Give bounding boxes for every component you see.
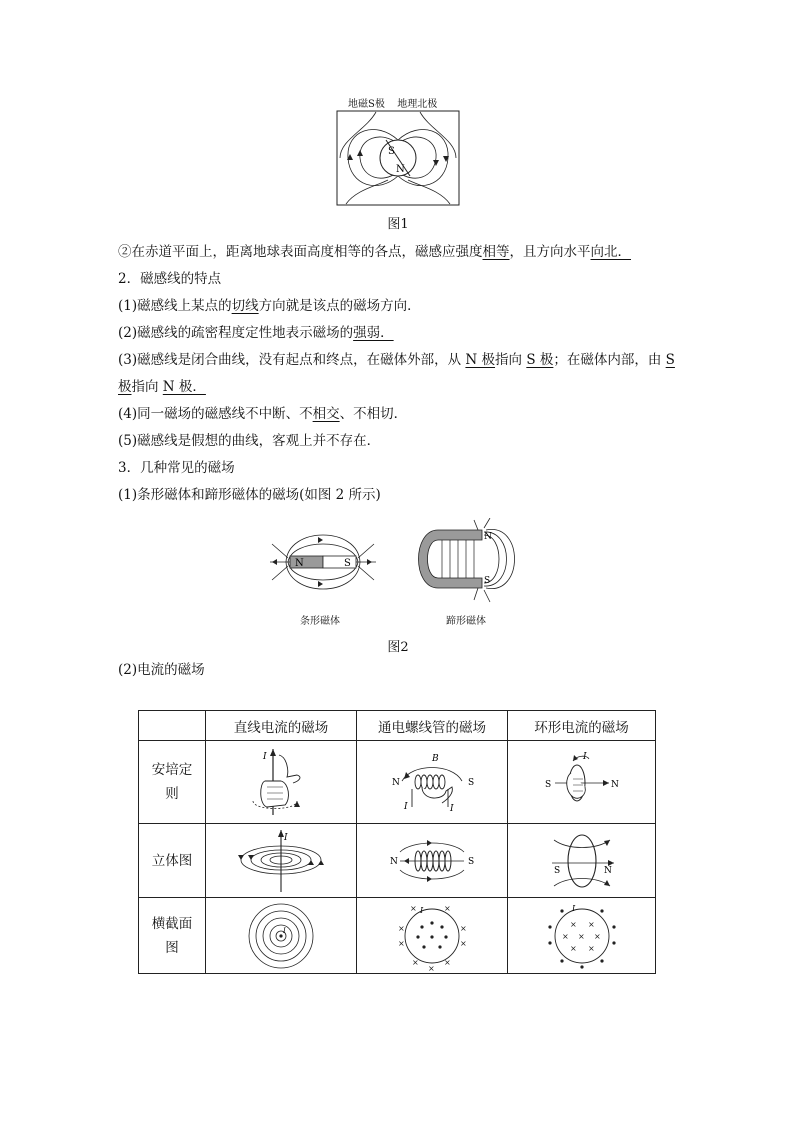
table-corner-cell xyxy=(139,711,206,741)
cell-straight-cross xyxy=(206,898,357,974)
label-geomagnetic-s: 地磁S极 xyxy=(348,99,385,110)
cell-solenoid-3d xyxy=(357,824,508,898)
current-symbol: I xyxy=(450,804,454,814)
svg-text:×: × xyxy=(398,923,405,933)
straight-wire-cross-section-icon xyxy=(243,901,319,971)
row-label-line: 则 xyxy=(165,786,179,802)
underlined-term: N 极． xyxy=(162,379,206,395)
table-row-right-hand-rule xyxy=(139,741,656,824)
straight-wire-3d-icon xyxy=(236,828,326,894)
underlined-term: 极 xyxy=(118,379,132,395)
text-segment: (2)磁感线的疏密程度定性地表示磁场的 xyxy=(118,325,354,341)
underlined-term: 向北． xyxy=(590,244,631,260)
current-field-table xyxy=(138,710,656,974)
pole-n-label: N xyxy=(603,865,612,876)
figure-1-caption: 图1 xyxy=(387,217,409,232)
text-segment: ；在磁体内部，由 xyxy=(553,352,666,368)
row-label-line: 横截面 xyxy=(151,915,193,932)
text-line-11: (2)电流的磁场 xyxy=(118,662,205,678)
pole-s-label: S xyxy=(544,780,551,790)
pole-s-label: S xyxy=(468,856,475,867)
pole-n-label: N xyxy=(390,856,398,867)
straight-wire-hand-icon xyxy=(241,747,321,817)
horseshoe-magnet-label: 蹄形磁体 xyxy=(446,616,486,627)
underlined-term: 相交 xyxy=(312,406,340,422)
row-label-cross-section xyxy=(139,898,206,974)
text-line-7 xyxy=(118,404,407,424)
text-segment: 、不相切． xyxy=(339,406,408,422)
current-symbol: I xyxy=(263,752,267,762)
svg-text:×: × xyxy=(460,938,467,948)
svg-text:×: × xyxy=(561,931,569,941)
ring-current-cross-section-icon xyxy=(542,901,622,971)
table-header-row xyxy=(139,711,656,741)
svg-text:×: × xyxy=(587,943,595,953)
figure-2-caption: 图2 xyxy=(387,640,409,655)
current-symbol: I xyxy=(582,752,587,762)
underlined-term: 相等 xyxy=(482,244,510,260)
cell-ring-3d xyxy=(508,824,656,898)
earth-field-diagram xyxy=(336,110,460,206)
table-row-cross-section xyxy=(139,898,656,974)
pole-n-label: N xyxy=(392,778,400,788)
svg-text:×: × xyxy=(593,931,601,941)
figure-1-earth-field xyxy=(336,92,460,208)
text-segment: (1)磁感线上某点的 xyxy=(118,298,232,314)
text-segment: 方向就是该点的磁场方向． xyxy=(258,298,421,314)
svg-text:×: × xyxy=(460,923,467,933)
cell-solenoid-cross xyxy=(357,898,508,974)
svg-text:×: × xyxy=(587,919,595,929)
text-line-1 xyxy=(118,242,631,262)
header-ring-current: 环形电流的磁场 xyxy=(508,711,656,741)
label-geographic-north: 地理北极 xyxy=(397,99,438,110)
text-segment: ②在赤道平面上，距离地球表面高度相等的各点，磁感应强度 xyxy=(118,244,483,260)
pole-s-label: S xyxy=(468,778,475,788)
row-label-line: 安培定 xyxy=(151,762,193,778)
cell-ring-cross xyxy=(508,898,656,974)
text-line-10: (1)条形磁体和蹄形磁体的磁场(如图 2 所示) xyxy=(118,487,381,503)
underlined-term: N 极 xyxy=(465,352,496,368)
row-label-right-hand-rule xyxy=(139,741,206,824)
current-symbol: I xyxy=(420,905,424,915)
figure-2-magnets xyxy=(268,518,528,630)
section-heading-3: 3．几种常见的磁场 xyxy=(118,460,235,476)
text-line-3 xyxy=(118,296,421,316)
current-symbol: I xyxy=(283,926,286,935)
text-segment: 指向 xyxy=(495,352,527,368)
horseshoe-pole-n: N xyxy=(484,532,492,542)
section-heading-2: 2．磁感线的特点 xyxy=(118,271,222,287)
figure-1-top-labels xyxy=(348,95,437,110)
header-solenoid: 通电螺线管的磁场 xyxy=(357,711,508,741)
svg-text:×: × xyxy=(577,931,585,941)
pole-s-label: S xyxy=(553,865,560,876)
svg-text:×: × xyxy=(398,938,405,948)
table-row-3d-view xyxy=(139,824,656,898)
bar-magnet-diagram xyxy=(268,518,378,600)
svg-text:×: × xyxy=(569,919,577,929)
text-segment: (3)磁感线是闭合曲线，没有起点和终点，在磁体外部，从 xyxy=(118,352,466,368)
pole-s: S xyxy=(388,146,395,157)
solenoid-3d-icon xyxy=(382,828,482,894)
current-symbol: I xyxy=(284,832,288,843)
header-straight-current: 直线电流的磁场 xyxy=(206,711,357,741)
cell-straight-hand xyxy=(206,741,357,824)
ring-current-hand-icon xyxy=(537,747,627,817)
svg-text:×: × xyxy=(410,903,417,913)
bar-magnet-label: 条形磁体 xyxy=(300,616,340,627)
cell-ring-hand xyxy=(508,741,656,824)
solenoid-hand-icon xyxy=(382,747,482,817)
svg-text:×: × xyxy=(428,963,435,971)
horseshoe-pole-s: S xyxy=(484,576,491,586)
svg-text:×: × xyxy=(444,957,451,967)
cell-straight-3d xyxy=(206,824,357,898)
text-line-5 xyxy=(118,350,675,370)
row-label-line: 图 xyxy=(165,939,179,956)
pole-n-label: N xyxy=(610,780,619,790)
horseshoe-magnet-diagram xyxy=(404,518,528,604)
field-symbol: B xyxy=(432,754,439,764)
text-segment: (4)同一磁场的磁感线不中断、不 xyxy=(118,406,313,422)
text-line-8: (5)磁感线是假想的曲线，客观上并不存在． xyxy=(118,433,381,449)
text-segment: ，且方向水平 xyxy=(509,244,591,260)
underlined-term: 切线 xyxy=(231,298,259,314)
text-line-4 xyxy=(118,323,394,343)
svg-text:×: × xyxy=(444,903,451,913)
row-label-3d-view: 立体图 xyxy=(139,824,206,898)
svg-text:×: × xyxy=(412,957,419,967)
text-segment: 指向 xyxy=(131,379,163,395)
svg-text:×: × xyxy=(569,943,577,953)
ring-current-3d-icon xyxy=(532,828,632,894)
current-symbol: I xyxy=(404,802,408,812)
solenoid-cross-section-icon xyxy=(392,901,472,971)
current-symbol: I xyxy=(571,903,575,913)
bar-pole-n: N xyxy=(295,558,304,569)
pole-n: N xyxy=(396,164,405,175)
underlined-term: 强弱． xyxy=(353,325,394,341)
underlined-term: S 极 xyxy=(526,352,554,368)
text-line-6 xyxy=(118,377,206,397)
bar-pole-s: S xyxy=(344,558,351,569)
cell-solenoid-hand xyxy=(357,741,508,824)
underlined-term: S xyxy=(665,352,675,368)
